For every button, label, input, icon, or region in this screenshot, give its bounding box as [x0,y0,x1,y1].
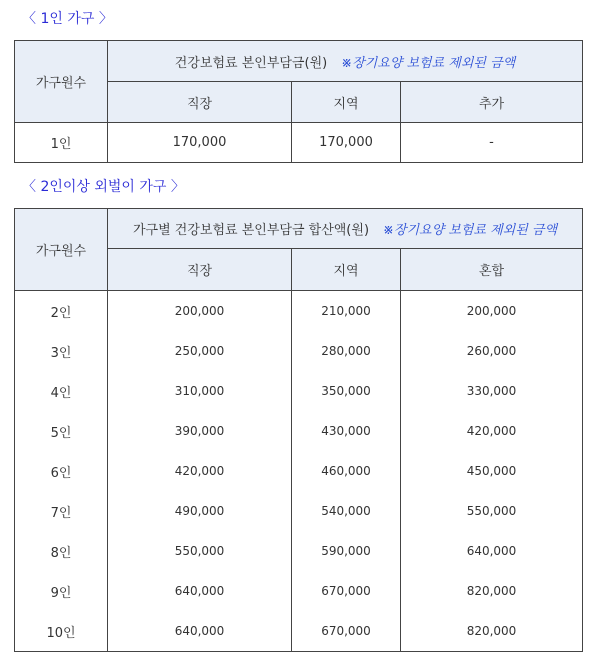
table-row [15,331,583,371]
cell: 310,000 [108,371,292,411]
cell: 4인 [15,371,108,411]
section-title-multi: 〈 2인이상 외벌이 가구 〉 [22,179,185,195]
table-row [15,611,583,652]
cell: 420,000 [401,411,583,451]
cell: 170,000 [108,123,292,163]
col-header: 지역 [292,249,401,291]
multi-household-table [14,208,583,652]
table-row [15,571,583,611]
cell: 420,000 [108,451,292,491]
table-row [15,531,583,571]
cell: 5인 [15,411,108,451]
cell: 550,000 [401,491,583,531]
cell: 280,000 [292,331,401,371]
table-row [15,291,583,332]
cell: 260,000 [401,331,583,371]
table-row [15,451,583,491]
cell: 450,000 [401,451,583,491]
cell: 170,000 [292,123,401,163]
cell: 6인 [15,451,108,491]
cell: 670,000 [292,611,401,652]
cell: 820,000 [401,571,583,611]
cell: 330,000 [401,371,583,411]
single-household-table [14,40,583,163]
cell: 3인 [15,331,108,371]
col-header: 직장 [108,82,292,123]
table-row [15,491,583,531]
table-row [15,123,583,163]
cell: 640,000 [108,611,292,652]
cell: 8인 [15,531,108,571]
cell: 430,000 [292,411,401,451]
cell: 9인 [15,571,108,611]
cell: 250,000 [108,331,292,371]
cell: 350,000 [292,371,401,411]
premium-header: 가구별 건강보험료 본인부담금 합산액(원) ※장기요양 보험료 제외된 금액 [108,209,583,249]
cell: 10인 [15,611,108,652]
cell: 490,000 [108,491,292,531]
col-header: 직장 [108,249,292,291]
cell: 200,000 [108,291,292,332]
premium-header: 건강보험료 본인부담금(원) ※장기요양 보험료 제외된 금액 [108,41,583,82]
cell: 820,000 [401,611,583,652]
cell: 200,000 [401,291,583,332]
cell: 640,000 [401,531,583,571]
table-row [15,371,583,411]
note: ※장기요양 보험료 제외된 금액 [341,55,516,71]
cell: 550,000 [108,531,292,571]
cell: 640,000 [108,571,292,611]
col-header: 지역 [292,82,401,123]
col-header: 추가 [401,82,583,123]
table-row [15,411,583,451]
cell: 210,000 [292,291,401,332]
cell: 670,000 [292,571,401,611]
col-header: 혼합 [401,249,583,291]
note: ※장기요양 보험료 제외된 금액 [383,223,558,238]
household-header: 가구원수 [15,41,108,123]
cell: 2인 [15,291,108,332]
cell: 590,000 [292,531,401,571]
cell: 1인 [15,123,108,163]
cell: 390,000 [108,411,292,451]
household-header: 가구원수 [15,209,108,291]
cell: 7인 [15,491,108,531]
cell: 540,000 [292,491,401,531]
cell: 460,000 [292,451,401,491]
cell: - [401,123,583,163]
section-title-single: 〈 1인 가구 〉 [22,11,113,27]
